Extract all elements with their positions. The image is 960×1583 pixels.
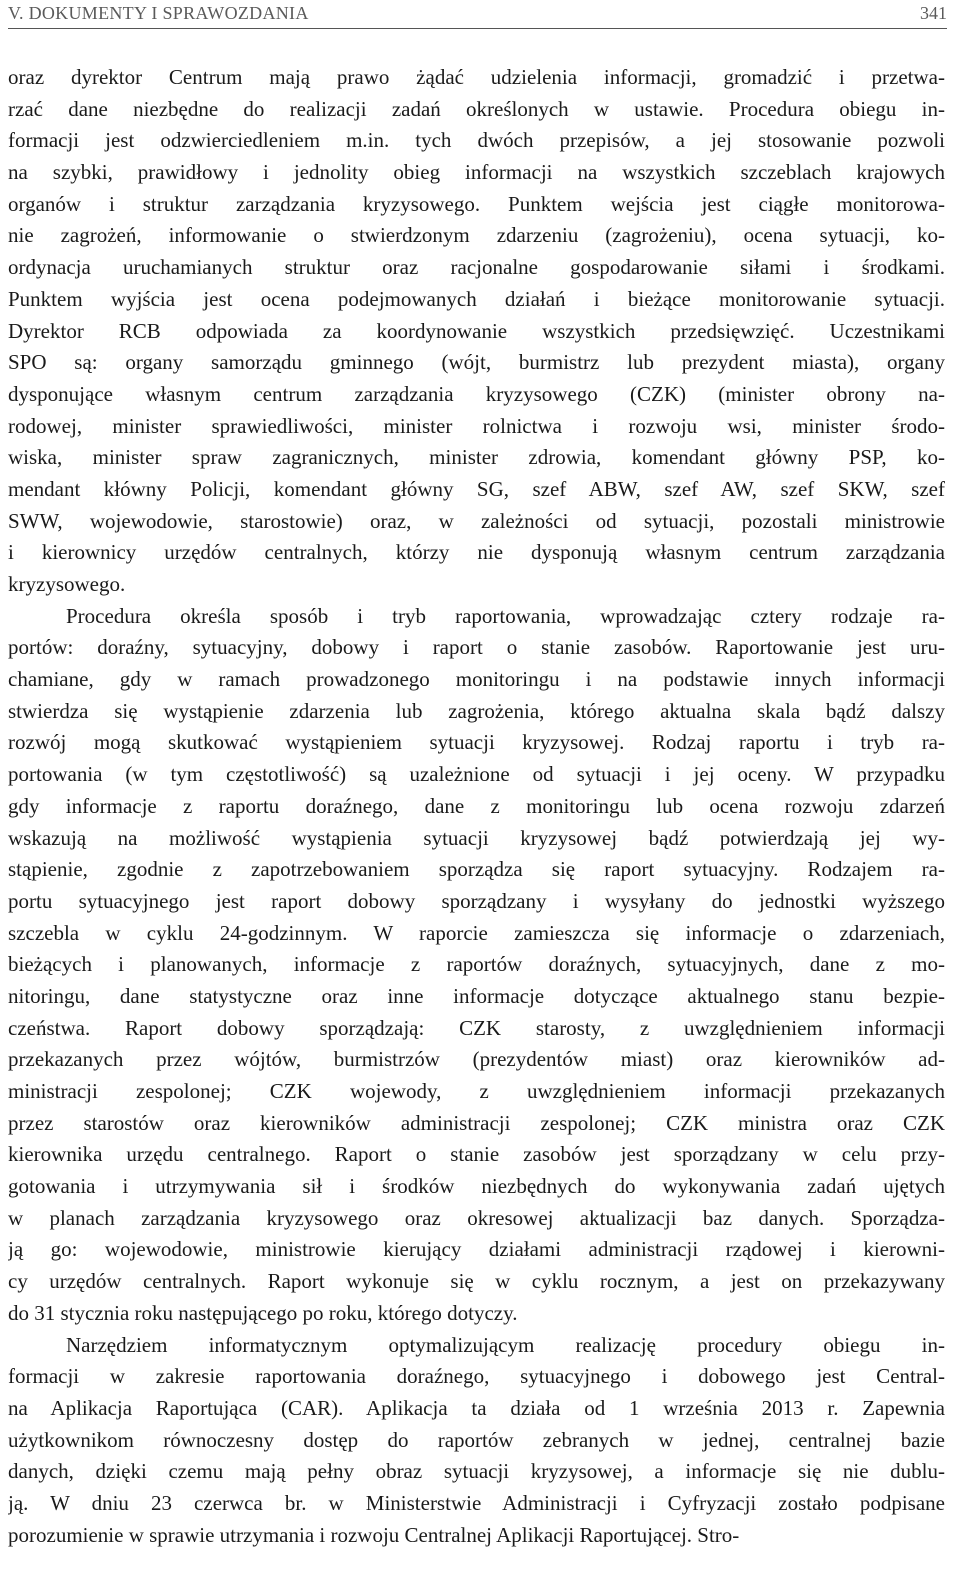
text-line: Dyrektor RCB odpowiada za koordynowanie wszystkich przedsięwzięć. Uczestnikami: [8, 318, 945, 343]
text-line: formacji w zakresie raportowania doraźnego, sytuacyjnego i dobowego jest Central-: [8, 1364, 945, 1389]
text-line: mendant kłówny Policji, komendant główny SG, szef ABW, szef AW, szef SKW, szef: [8, 476, 945, 501]
text-line: ją. W dniu 23 czerwca br. w Ministerstwie Administracji i Cyfryzacji zostało podpisane: [8, 1490, 945, 1515]
text-line: oraz dyrektor Centrum mają prawo żądać udzielenia informacji, gromadzić i przetwa-: [8, 65, 945, 89]
text-line: organów i struktur zarządzania kryzysowego. Punktem wejścia jest ciągłe monitorowa-: [8, 191, 945, 216]
text-line: czeństwa. Raport dobowy sporządzają: CZK starosty, z uwzględnieniem informacji: [8, 1015, 945, 1040]
text-line: nitoringu, dane statystyczne oraz inne informacje dotyczące aktualnego stanu bezpie-: [8, 983, 945, 1008]
paragraph: [8, 601, 945, 1330]
text-line: portu sytuacyjnego jest raport dobowy sporządzany i wysyłany do jednostki wyższego: [8, 888, 945, 913]
text-line: portowania (w tym częstotliwość) są uzależnione od sytuacji i jej oceny. W przypadku: [8, 762, 945, 787]
text-line: nie zagrożeń, informowanie o stwierdzonym zdarzeniu (zagrożeniu), ocena sytuacji, ko-: [8, 223, 945, 248]
text-line: cy urzędów centralnych. Raport wykonuje się w cyklu rocznym, a jest on przekazywany: [8, 1269, 945, 1294]
text-line: przekazanych przez wójtów, burmistrzów (prezydentów miast) oraz kierowników ad-: [8, 1047, 945, 1072]
text-line: rzać dane niezbędne do realizacji zadań określonych w ustawie. Procedura obiegu in-: [8, 96, 945, 121]
text-line: danych, dzięki czemu mają pełny obraz sytuacji kryzysowej, a informacje się nie dublu-: [8, 1459, 945, 1484]
text-line: kierownika urzędu centralnego. Raport o stanie zasobów jest sporządzany w celu przy-: [8, 1142, 945, 1167]
text-line: na Aplikacja Raportująca (CAR). Aplikacja ta działa od 1 września 2013 r. Zapewnia: [8, 1395, 945, 1420]
text-line: Procedura określa sposób i tryb raportowania, wprowadzając cztery rodzaje ra-: [66, 603, 945, 628]
page-number: 341: [920, 3, 947, 23]
text-line: porozumienie w sprawie utrzymania i rozwoju Centralnej Aplikacji Raportującej. Stro-: [8, 1522, 740, 1547]
section-title: V. DOKUMENTY I SPRAWOZDANIA: [8, 3, 309, 23]
text-line: na szybki, prawidłowy i jednolity obieg informacji na wszystkich szczeblach krajowych: [8, 160, 945, 185]
text-line: stwierdza się wystąpienie zdarzenia lub zagrożenia, którego aktualna skala bądź dalszy: [8, 698, 945, 723]
text-line: portów: doraźny, sytuacyjny, dobowy i raport o stanie zasobów. Raportowanie jest uru-: [8, 635, 945, 660]
text-line: dysponujące własnym centrum zarządzania kryzysowego (CZK) (minister obrony na-: [8, 381, 945, 406]
text-line: w planach zarządzania kryzysowego oraz okresowej aktualizacji baz danych. Sporządza-: [8, 1205, 945, 1230]
text-line: Punktem wyjścia jest ocena podejmowanych działań i bieżące monitorowanie sytuacji.: [8, 286, 945, 311]
text-line: kryzysowego.: [8, 572, 126, 596]
body-text: [8, 62, 945, 1551]
paragraph: [8, 62, 945, 601]
text-line: i kierownicy urzędów centralnych, którzy nie dysponują własnym centrum zarządzania: [8, 540, 945, 565]
text-line: SWW, wojewodowie, starostowie) oraz, w zależności od sytuacji, pozostali ministrowie: [8, 508, 945, 533]
text-line: ordynacja uruchamianych struktur oraz racjonalne gospodarowanie siłami i środkami.: [8, 255, 945, 280]
text-line: szczebla w cyklu 24-godzinnym. W raporcie zamieszcza się informacje o zdarzeniach,: [8, 920, 945, 945]
text-line: gdy informacje z raportu doraźnego, dane z monitoringu lub ocena rozwoju zdarzeń: [8, 793, 945, 818]
running-header: [8, 2, 947, 29]
text-line: bieżących i planowanych, informacje z raportów doraźnych, sytuacyjnych, dane z mo-: [8, 952, 945, 977]
text-line: SPO są: organy samorządu gminnego (wójt, burmistrz lub prezydent miasta), organy: [8, 350, 945, 375]
text-line: formacji jest odzwierciedleniem m.in. tych dwóch przepisów, a jej stosowanie pozwoli: [8, 128, 945, 153]
text-line: użytkownikom równoczesny dostęp do raportów zebranych w jednej, centralnej bazie: [8, 1427, 945, 1452]
text-line: stąpienie, zgodnie z zapotrzebowaniem sporządza się raport sytuacyjny. Rodzajem ra-: [8, 857, 945, 882]
text-line: Narzędziem informatycznym optymalizującym realizację procedury obiegu in-: [66, 1332, 945, 1357]
text-line: gotowania i utrzymywania sił i środków niezbędnych do wykonywania zadań ujętych: [8, 1174, 945, 1199]
text-line: rozwój mogą skutkować wystąpieniem sytuacji kryzysowej. Rodzaj raportu i tryb ra-: [8, 730, 945, 755]
paragraph: [8, 1330, 945, 1552]
text-line: chamiane, gdy w ramach prowadzonego monitoringu i na podstawie innych informacji: [8, 667, 945, 692]
text-line: wiska, minister spraw zagranicznych, minister zdrowia, komendant główny PSP, ko-: [8, 445, 945, 470]
text-line: do 31 stycznia roku następującego po roku, którego dotyczy.: [8, 1300, 518, 1325]
text-line: ją go: wojewodowie, ministrowie kierujący działami administracji rządowej i kierowni-: [8, 1237, 945, 1262]
text-line: przez starostów oraz kierowników administracji zespolonej; CZK ministra oraz CZK: [8, 1110, 945, 1135]
text-line: rodowej, minister sprawiedliwości, minister rolnictwa i rozwoju wsi, minister środo-: [8, 413, 945, 438]
text-line: wskazują na możliwość wystąpienia sytuacji kryzysowej bądź potwierdzają jej wy-: [8, 825, 945, 850]
text-line: ministracji zespolonej; CZK wojewody, z uwzględnieniem informacji przekazanych: [8, 1079, 945, 1103]
